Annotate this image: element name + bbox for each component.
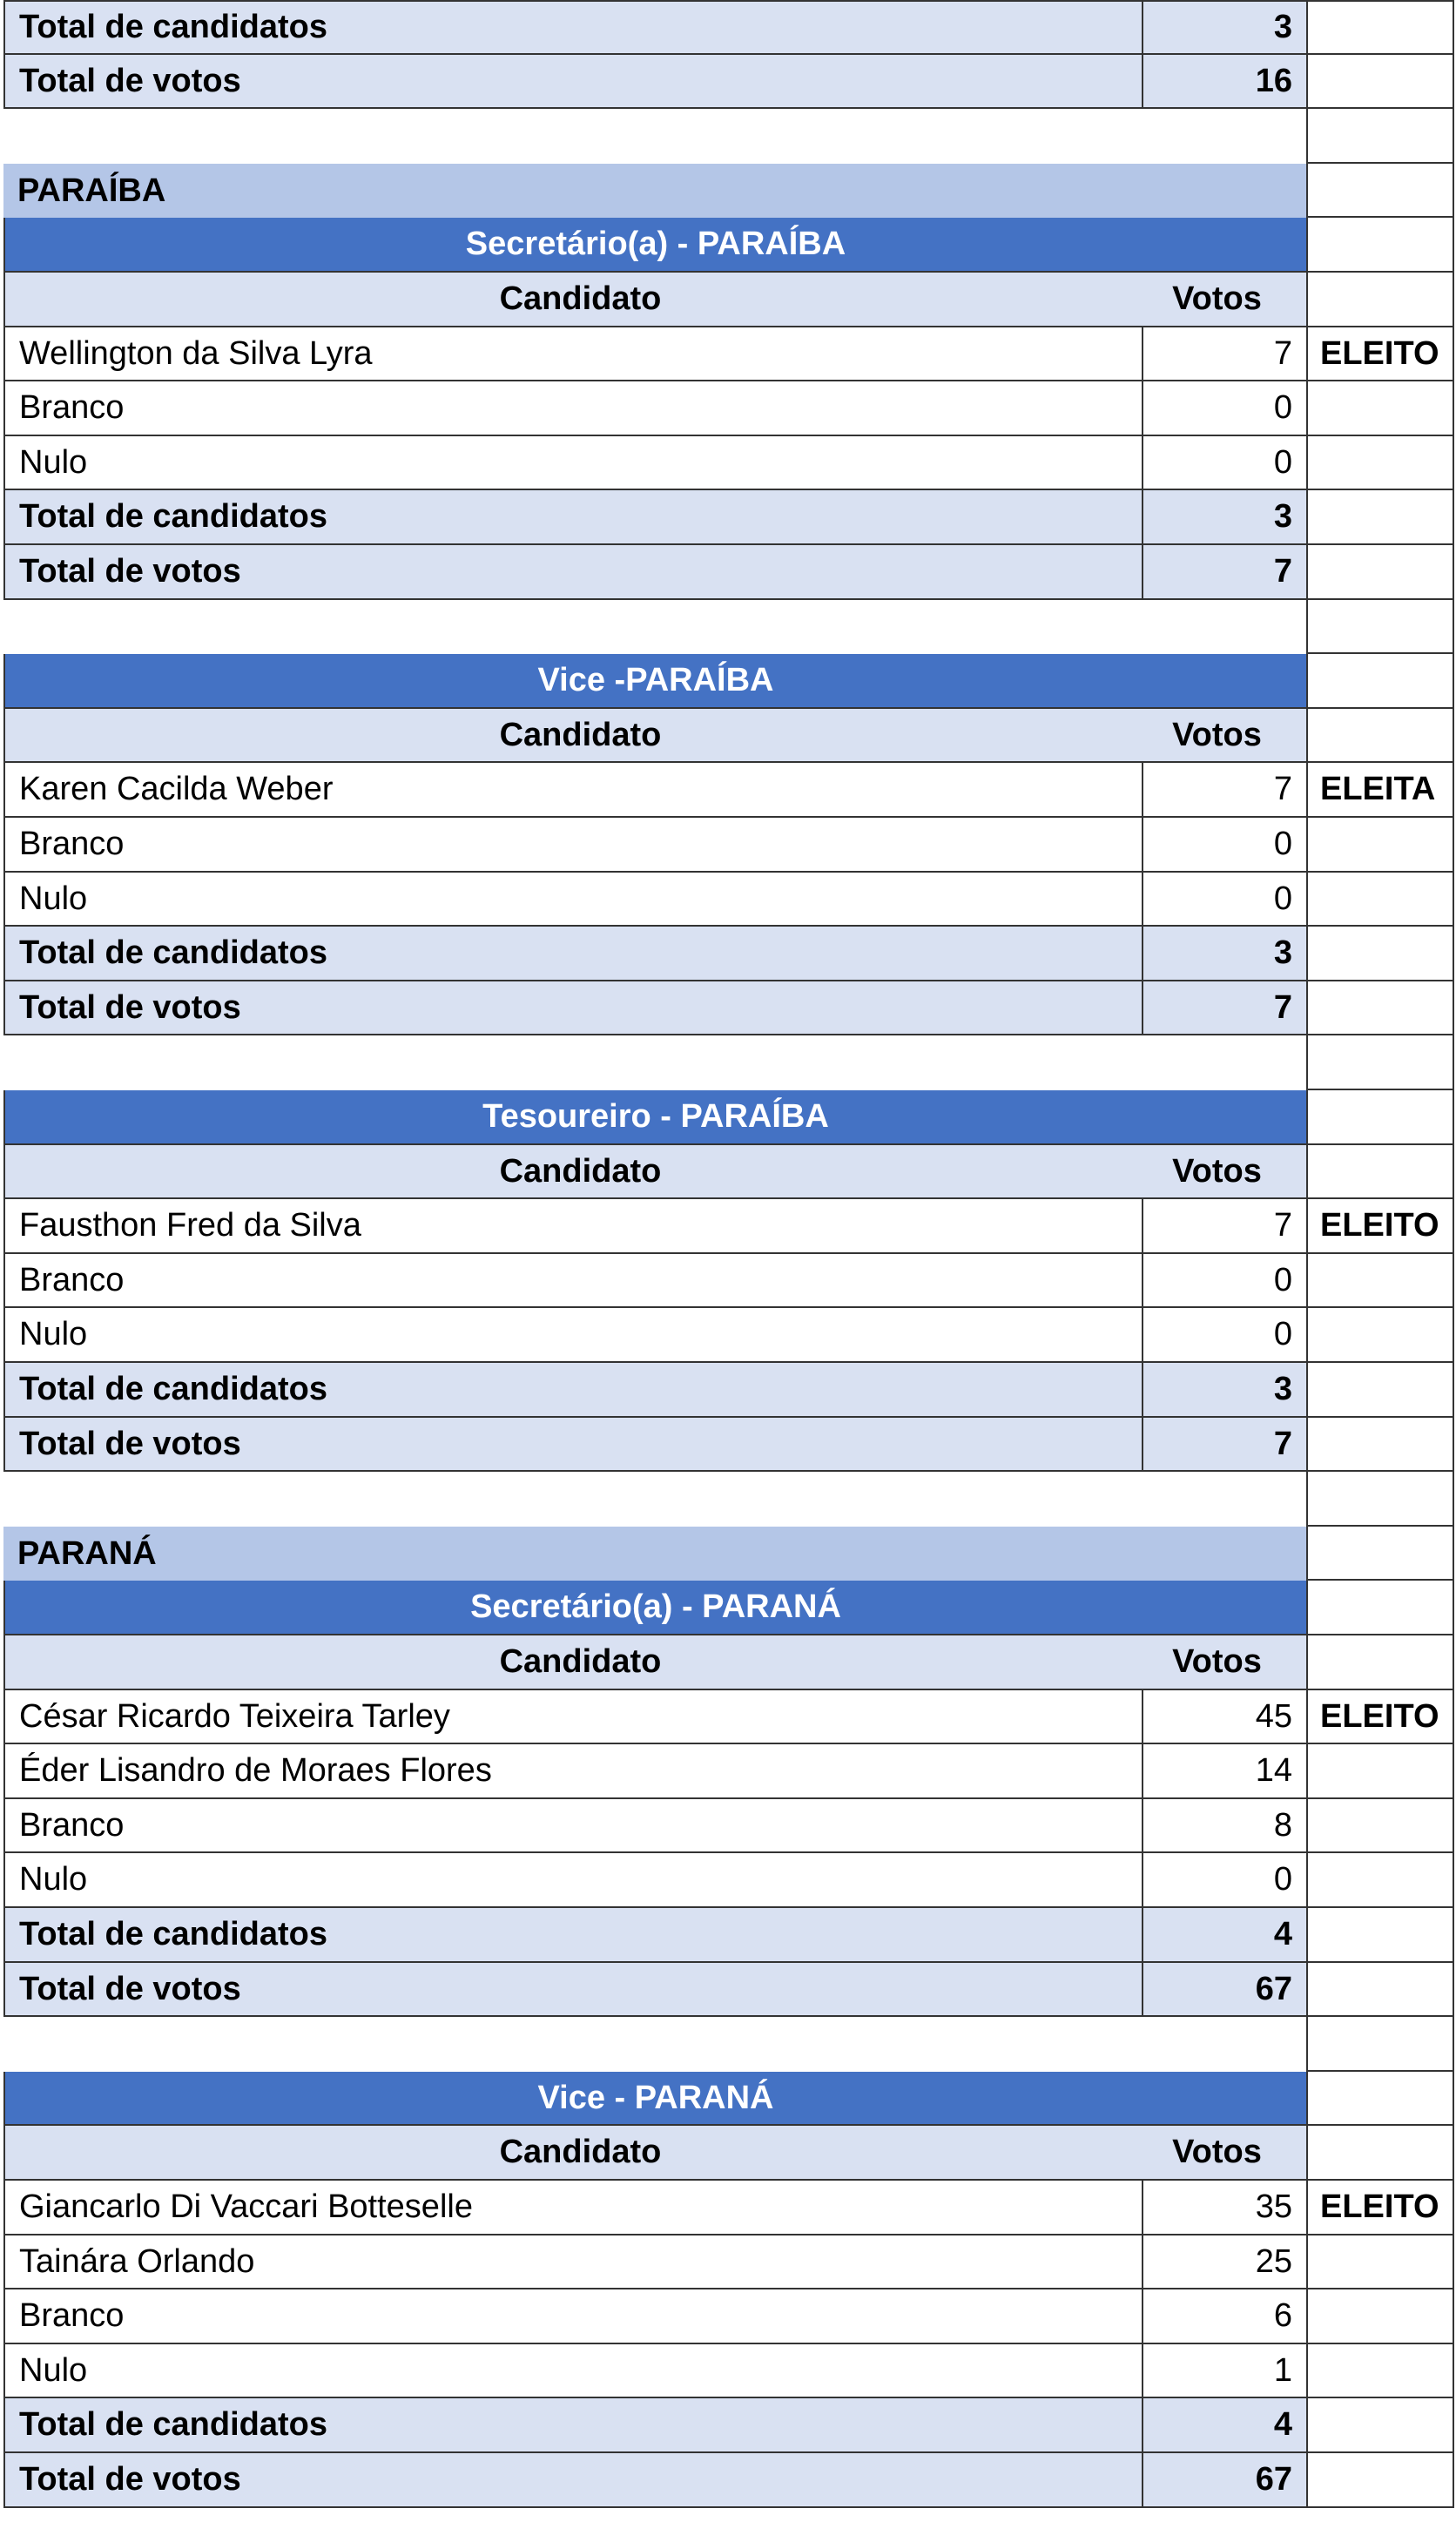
total-label[interactable]: Total de candidatos	[3, 1908, 1142, 1963]
table-title-row	[0, 2072, 1456, 2126]
elected-status[interactable]	[1306, 1853, 1454, 1908]
spacer-row	[0, 2017, 1456, 2072]
total-row	[0, 545, 1456, 600]
table-title: Vice - PARANÁ	[3, 2072, 1306, 2126]
status-cell[interactable]	[1306, 2398, 1454, 2453]
vote-count[interactable]: 0	[1142, 818, 1306, 873]
table-header-row	[0, 1145, 1456, 1199]
candidate-name[interactable]: Tainára Orlando	[3, 2235, 1142, 2289]
total-row	[0, 981, 1456, 1035]
table-title-row	[0, 654, 1456, 709]
candidate-name[interactable]: Nulo	[3, 2344, 1142, 2398]
total-value[interactable]: 67	[1142, 2453, 1306, 2508]
total-value[interactable]: 4	[1142, 1908, 1306, 1963]
table-row	[0, 327, 1456, 381]
status-cell[interactable]	[1306, 1472, 1454, 1527]
total-value[interactable]: 3	[1142, 927, 1306, 981]
status-cell[interactable]	[1306, 654, 1454, 709]
candidate-name[interactable]: Nulo	[3, 436, 1142, 490]
elected-status[interactable]: ELEITO	[1306, 1199, 1454, 1254]
candidate-name[interactable]: Fausthon Fred da Silva	[3, 1199, 1142, 1254]
elected-status[interactable]	[1306, 873, 1454, 927]
status-cell[interactable]	[1306, 1963, 1454, 2017]
elected-status[interactable]	[1306, 2344, 1454, 2398]
total-label[interactable]: Total de votos	[3, 2453, 1142, 2508]
vote-count[interactable]: 8	[1142, 1799, 1306, 1853]
column-header-candidato: Candidato	[3, 709, 1142, 763]
total-row	[0, 927, 1456, 981]
vote-count[interactable]: 7	[1142, 1199, 1306, 1254]
table-row	[0, 873, 1456, 927]
status-cell[interactable]	[1306, 2017, 1454, 2072]
status-cell[interactable]	[1306, 1090, 1454, 1145]
status-cell[interactable]	[1306, 2126, 1454, 2181]
table-row	[0, 763, 1456, 818]
status-cell[interactable]	[1306, 1908, 1454, 1963]
candidate-name[interactable]: Nulo	[3, 1853, 1142, 1908]
table-header-row	[0, 2126, 1456, 2181]
elected-status[interactable]	[1306, 1308, 1454, 1363]
status-cell[interactable]	[1306, 1527, 1454, 1581]
status-cell[interactable]	[1306, 1363, 1454, 1418]
candidate-name[interactable]: Karen Cacilda Weber	[3, 763, 1142, 818]
total-label[interactable]: Total de candidatos	[3, 2398, 1142, 2453]
elected-status[interactable]: ELEITO	[1306, 327, 1454, 381]
candidate-name[interactable]: Branco	[3, 1799, 1142, 1853]
status-cell[interactable]	[1306, 1581, 1454, 1635]
vote-count[interactable]: 0	[1142, 436, 1306, 490]
status-cell[interactable]	[1306, 164, 1454, 218]
status-cell[interactable]	[1306, 55, 1454, 109]
status-cell[interactable]	[1306, 109, 1454, 164]
total-candidatos-value[interactable]: 3	[1142, 0, 1306, 55]
status-cell[interactable]	[1306, 927, 1454, 981]
total-label[interactable]: Total de votos	[3, 981, 1142, 1035]
table-row	[0, 1308, 1456, 1363]
column-header-candidato: Candidato	[3, 2126, 1142, 2181]
status-cell[interactable]	[1306, 1418, 1454, 1472]
elected-status[interactable]	[1306, 381, 1454, 436]
table-row	[0, 2181, 1456, 2235]
table-title-row	[0, 1581, 1456, 1635]
spacer-row	[0, 1472, 1456, 1527]
table-row	[0, 0, 1456, 55]
candidate-name[interactable]: Branco	[3, 818, 1142, 873]
column-header-votos: Votos	[1142, 709, 1306, 763]
vote-count[interactable]: 0	[1142, 1254, 1306, 1308]
status-cell[interactable]	[1306, 490, 1454, 545]
vote-count[interactable]: 25	[1142, 2235, 1306, 2289]
elected-status[interactable]	[1306, 1254, 1454, 1308]
table-row	[0, 381, 1456, 436]
candidate-name[interactable]: Branco	[3, 1254, 1142, 1308]
total-row	[0, 1963, 1456, 2017]
table-row	[0, 1744, 1456, 1799]
column-header-candidato: Candidato	[3, 1145, 1142, 1199]
total-candidatos-label[interactable]: Total de candidatos	[3, 0, 1142, 55]
status-cell[interactable]	[1306, 1635, 1454, 1690]
elected-status[interactable]	[1306, 2289, 1454, 2344]
total-value[interactable]: 3	[1142, 1363, 1306, 1418]
vote-count[interactable]: 0	[1142, 381, 1306, 436]
status-cell[interactable]	[1306, 273, 1454, 327]
column-header-candidato: Candidato	[3, 273, 1142, 327]
candidate-name[interactable]: Giancarlo Di Vaccari Botteselle	[3, 2181, 1142, 2235]
candidate-name[interactable]: Nulo	[3, 873, 1142, 927]
candidate-name[interactable]: Branco	[3, 381, 1142, 436]
vote-count[interactable]: 0	[1142, 1853, 1306, 1908]
total-label[interactable]: Total de votos	[3, 545, 1142, 600]
table-row	[0, 1199, 1456, 1254]
status-cell[interactable]	[1306, 981, 1454, 1035]
total-value[interactable]: 7	[1142, 981, 1306, 1035]
vote-count[interactable]: 7	[1142, 327, 1306, 381]
candidate-name[interactable]: Nulo	[3, 1308, 1142, 1363]
total-label[interactable]: Total de candidatos	[3, 490, 1142, 545]
column-header-candidato: Candidato	[3, 1635, 1142, 1690]
elected-status[interactable]: ELEITO	[1306, 2181, 1454, 2235]
total-value[interactable]: 7	[1142, 1418, 1306, 1472]
total-row	[0, 2398, 1456, 2453]
table-header-row	[0, 1635, 1456, 1690]
table-row	[0, 1853, 1456, 1908]
candidate-name[interactable]: Wellington da Silva Lyra	[3, 327, 1142, 381]
table-row	[0, 55, 1456, 109]
elected-status[interactable]	[1306, 1799, 1454, 1853]
table-title-row	[0, 218, 1456, 273]
status-cell[interactable]	[1306, 218, 1454, 273]
table-row	[0, 2344, 1456, 2398]
table-row	[0, 1799, 1456, 1853]
elected-status[interactable]	[1306, 1744, 1454, 1799]
column-header-votos: Votos	[1142, 1145, 1306, 1199]
candidate-name[interactable]: Branco	[3, 2289, 1142, 2344]
state-header	[0, 164, 1456, 218]
total-value[interactable]: 3	[1142, 490, 1306, 545]
column-header-votos: Votos	[1142, 1635, 1306, 1690]
total-value[interactable]: 4	[1142, 2398, 1306, 2453]
vote-count[interactable]: 0	[1142, 873, 1306, 927]
status-cell[interactable]	[1306, 2453, 1454, 2508]
candidate-name[interactable]: César Ricardo Teixeira Tarley	[3, 1690, 1142, 1744]
table-row	[0, 1254, 1456, 1308]
total-row	[0, 1363, 1456, 1418]
table-title: Vice -PARAÍBA	[3, 654, 1306, 709]
vote-count[interactable]: 45	[1142, 1690, 1306, 1744]
status-cell[interactable]	[1306, 0, 1454, 55]
vote-count[interactable]: 14	[1142, 1744, 1306, 1799]
table-header-row	[0, 709, 1456, 763]
total-votos-value[interactable]: 16	[1142, 55, 1306, 109]
column-header-votos: Votos	[1142, 2126, 1306, 2181]
spacer-row	[0, 1035, 1456, 1090]
status-cell[interactable]	[1306, 545, 1454, 600]
total-value[interactable]: 7	[1142, 545, 1306, 600]
elected-status[interactable]	[1306, 818, 1454, 873]
vote-count[interactable]: 6	[1142, 2289, 1306, 2344]
total-label[interactable]: Total de votos	[3, 1418, 1142, 1472]
status-cell[interactable]	[1306, 709, 1454, 763]
status-cell[interactable]	[1306, 2072, 1454, 2126]
table-row	[0, 2289, 1456, 2344]
state-title: PARANÁ	[3, 1527, 1306, 1581]
column-header-votos: Votos	[1142, 273, 1306, 327]
total-row	[0, 490, 1456, 545]
table-header-row	[0, 273, 1456, 327]
status-cell[interactable]	[1306, 1035, 1454, 1090]
vote-count[interactable]: 0	[1142, 1308, 1306, 1363]
table-row	[0, 2235, 1456, 2289]
status-cell[interactable]	[1306, 600, 1454, 654]
total-row	[0, 1418, 1456, 1472]
state-title: PARAÍBA	[3, 164, 1306, 218]
table-title: Secretário(a) - PARANÁ	[3, 1581, 1306, 1635]
table-row	[0, 1690, 1456, 1744]
total-label[interactable]: Total de candidatos	[3, 927, 1142, 981]
vote-count[interactable]: 7	[1142, 763, 1306, 818]
vote-count[interactable]: 35	[1142, 2181, 1306, 2235]
state-header	[0, 1527, 1456, 1581]
total-votos-label[interactable]: Total de votos	[3, 55, 1142, 109]
candidate-name[interactable]: Éder Lisandro de Moraes Flores	[3, 1744, 1142, 1799]
spacer-row	[0, 109, 1456, 164]
table-title: Secretário(a) - PARAÍBA	[3, 218, 1306, 273]
total-row	[0, 2453, 1456, 2508]
vote-count[interactable]: 1	[1142, 2344, 1306, 2398]
table-row	[0, 436, 1456, 490]
table-title-row	[0, 1090, 1456, 1145]
status-cell[interactable]	[1306, 1145, 1454, 1199]
total-row	[0, 1908, 1456, 1963]
total-label[interactable]: Total de votos	[3, 1963, 1142, 2017]
elected-status[interactable]: ELEITA	[1306, 763, 1454, 818]
elected-status[interactable]: ELEITO	[1306, 1690, 1454, 1744]
elected-status[interactable]	[1306, 436, 1454, 490]
total-label[interactable]: Total de candidatos	[3, 1363, 1142, 1418]
spacer-row	[0, 600, 1456, 654]
elected-status[interactable]	[1306, 2235, 1454, 2289]
table-title: Tesoureiro - PARAÍBA	[3, 1090, 1306, 1145]
total-value[interactable]: 67	[1142, 1963, 1306, 2017]
table-row	[0, 818, 1456, 873]
